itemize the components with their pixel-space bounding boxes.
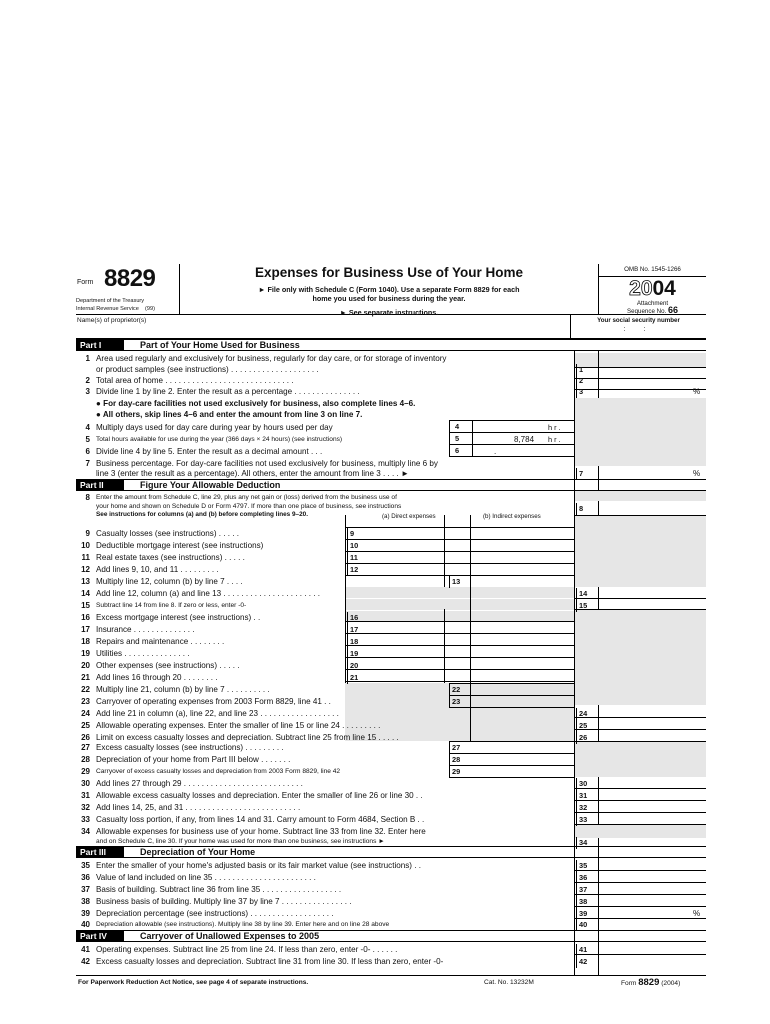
rule-col-11 (345, 551, 574, 552)
line-20-box: 20 (347, 660, 358, 672)
ssn-separators: : : (623, 326, 654, 333)
line-34-box: 34 (576, 837, 587, 849)
line-12-text: Add lines 9, 10, and 11 . . . . . . . . . (96, 565, 219, 574)
shade-lines-bullets (575, 398, 706, 466)
line-33-box: 33 (576, 814, 587, 826)
part-1-bar (76, 339, 706, 351)
line-37-text: Basis of building. Subtract line 36 from line 35 . . . . . . . . . . . . . . . . . . (96, 885, 342, 894)
shade-line14-cols (345, 599, 574, 610)
line-32-box: 32 (576, 802, 587, 814)
line-42-box: 42 (576, 956, 587, 968)
part-2-bar (76, 479, 706, 491)
line-14-text: Add line 12, column (a) and line 13 . . . . . . . . . . . . . . . . . . . . . . (96, 589, 321, 598)
rule-25 (575, 729, 706, 730)
line-41-box: 41 (576, 944, 587, 956)
line-40-box: 40 (576, 919, 587, 931)
rule-22-bot (449, 695, 575, 696)
rule-37 (575, 894, 706, 895)
line-39-percent: % (693, 909, 701, 918)
line-8-box: 8 (576, 503, 583, 515)
line-28-box: 28 (449, 754, 460, 766)
omb-block (598, 264, 706, 315)
line-29-text: Carryover of excess casualty losses and depreciation from 2003 Form 8829, line 42 (96, 768, 341, 775)
part-2-tag: Part II (76, 480, 124, 491)
ssn-field[interactable] (570, 315, 706, 339)
line-3-text: Divide line 1 by line 2. Enter the result as a percentage . . . . . . . . . . . . . . . (96, 387, 360, 396)
instruction-line2: ► See separate instructions. (339, 308, 439, 317)
rule-col-16 (345, 621, 574, 622)
rule-27-top (449, 741, 575, 742)
rule-39 (575, 918, 706, 919)
bullet-1-text: ● For day-care facilities not used exclusively for business, also complete lines 4–6. (96, 399, 416, 408)
line-35-text: Enter the smaller of your home's adjusted basis or its fair market value (see instructions) . . (96, 861, 421, 870)
shade-lines27-29 (575, 741, 706, 777)
line-42-text: Excess casualty losses and depreciation. Subtract line 31 from line 30. If less than zero, enter -0- (96, 957, 444, 966)
line-23-text: Carryover of operating expenses from 2003 Form 8829, line 41 . . (96, 697, 331, 706)
year-outline: 20 (629, 277, 653, 300)
rule-box4-top (449, 420, 575, 421)
line-8-text-b: your home and shown on Schedule D or Form 4797. If more than one place of business, see instructions (96, 503, 402, 510)
rule-28-bot (449, 765, 575, 766)
tax-year (599, 279, 706, 299)
part-4-title: Carryover of Unallowed Expenses to 2005 (140, 931, 320, 941)
line-39-box: 39 (576, 908, 587, 920)
line-31-text: Allowable excess casualty losses and depreciation. Enter the smaller of line 26 or line 30 . . (96, 791, 423, 800)
line-32-text: Add lines 14, 25, and 31 . . . . . . . . . . . . . . . . . . . . . . . . . . (96, 803, 301, 812)
line-23-box: 23 (449, 696, 460, 708)
footer-form-word: Form (621, 980, 637, 987)
line-2-box: 2 (576, 375, 583, 387)
line-13-box: 13 (449, 576, 460, 588)
line-12-box: 12 (347, 564, 358, 576)
line-9-box: 9 (347, 528, 354, 540)
rule-col-18 (345, 645, 574, 646)
col-b-header: (b) Indirect expenses (483, 513, 541, 520)
line-6-decimal: . (494, 447, 497, 456)
line-17-box: 17 (347, 624, 358, 636)
line-38-text: Business basis of building. Multiply line 37 by line 7 . . . . . . . . . . . . . . . . (96, 897, 352, 906)
line-33-text: Casualty loss portion, if any, from lines 14 and 31. Carry amount to Form 4684, Section B . . (96, 815, 425, 824)
box4-6-left (449, 420, 450, 456)
year-solid: 04 (652, 277, 676, 300)
rule-col-17 (345, 633, 574, 634)
line-29-box: 29 (449, 766, 460, 778)
bullet-2-text: ● All others, skip lines 4–6 and enter the amount from line 3 on line 7. (96, 410, 363, 419)
line-1-text-b: or product samples (see instructions) . . . . . . . . . . . . . . . . . . . . (96, 365, 319, 374)
omb-number: OMB No. 1545-1266 (599, 266, 706, 277)
rule-col-9 (345, 527, 574, 528)
line-1-box: 1 (576, 364, 583, 376)
line-16-text: Excess mortgage interest (see instructions) . . (96, 613, 261, 622)
box4-6-mid (472, 420, 473, 456)
line-7-text-b: line 3 (enter the result as a percentage). All others, enter the amount from line 3 . . . . ► (96, 469, 410, 478)
line-7-text-a: Business percentage. For day-care facilities not used exclusively for business, multiply line 6 by (96, 459, 438, 468)
sequence-number: 66 (667, 305, 678, 316)
line-26-box: 26 (576, 732, 587, 744)
rule-38 (575, 906, 706, 907)
line-39-text: Depreciation percentage (see instructions) . . . . . . . . . . . . . . . . . . . (96, 909, 334, 918)
line-19-box: 19 (347, 648, 358, 660)
rule-3 (575, 389, 706, 390)
rule-41 (575, 954, 706, 955)
line-25-text: Allowable operating expenses. Enter the smaller of line 15 or line 24 . . . . . . . . . (96, 721, 381, 730)
shade-line13-cols (345, 587, 574, 598)
line-4-unit: h r . (548, 423, 561, 432)
shade-1-top-amt (599, 353, 706, 367)
instruction-line1: ► File only with Schedule C (Form 1040). Use a separate Form 8829 for each (258, 285, 520, 294)
rule-31 (575, 800, 706, 801)
line-36-box: 36 (576, 872, 587, 884)
department-block (76, 297, 155, 313)
rule-col-21 (345, 681, 574, 682)
line-25-box: 25 (576, 720, 587, 732)
line-41-text: Operating expenses. Subtract line 25 from line 24. If less than zero, enter -0- . . . . . . (96, 945, 398, 954)
line-18-box: 18 (347, 636, 358, 648)
dept-code: (99) (145, 306, 155, 312)
line-4-text: Multiply days used for day care during year by hours used per day (96, 423, 333, 432)
rule-32 (575, 812, 706, 813)
line-22-text: Multiply line 21, column (b) by line 7 . . . . . . . . . . (96, 685, 270, 694)
footer-form-number: 8829 (638, 977, 660, 988)
rule-26 (575, 741, 706, 742)
line-21-text: Add lines 16 through 20 . . . . . . . . (96, 673, 218, 682)
line-40-text: Depreciation allowable (see instructions). Multiply line 38 by line 39. Enter here and on line 28 above (96, 921, 390, 928)
footer-form-id (621, 977, 680, 988)
line-31-box: 31 (576, 790, 587, 802)
line-7-box: 7 (576, 468, 583, 480)
line-18-text: Repairs and maintenance . . . . . . . . (96, 637, 225, 646)
sequence-label: Sequence No. (627, 308, 667, 316)
line-27-box: 27 (449, 742, 460, 754)
shade-part2-top (575, 491, 706, 501)
line-19-text: Utilities . . . . . . . . . . . . . . . (96, 649, 190, 658)
names-row (76, 315, 706, 339)
see-instructions-text: See instructions for columns (a) and (b) before completing lines 9–20. (96, 511, 308, 518)
line-3-box: 3 (576, 386, 583, 398)
line-6-box: 6 (455, 446, 460, 455)
rule-col-10 (345, 539, 574, 540)
line-24-box: 24 (576, 708, 587, 720)
line-3-percent: % (693, 387, 701, 396)
line-17-text: Insurance . . . . . . . . . . . . . . (96, 625, 195, 634)
instruction-line1b: home you used for business during the year. (312, 294, 466, 303)
attachment-label: Attachment (636, 300, 669, 307)
form-number: 8829 (104, 265, 156, 292)
part-3-tag: Part III (76, 847, 124, 858)
line-34-text-a: Allowable expenses for business use of your home. Subtract line 33 from line 32. Enter here (96, 827, 426, 836)
rule-15 (575, 609, 706, 610)
part-2-title: Figure Your Allowable Deduction (140, 480, 281, 490)
rule-24 (575, 717, 706, 718)
line-15-text: Subtract line 14 from line 8. If zero or less, enter -0- (96, 602, 247, 609)
rule-col-19 (345, 657, 574, 658)
col-a-header: (a) Direct expenses (382, 513, 436, 520)
line-36-text: Value of land included on line 35 . . . . . . . . . . . . . . . . . . . . . . . (96, 873, 316, 882)
shade-line34 (575, 824, 706, 838)
shade-lines9-13 (575, 515, 706, 587)
line-5-unit: h r . (548, 435, 561, 444)
line-11-box: 11 (347, 552, 358, 564)
part-1-tag: Part I (76, 340, 124, 351)
rule-2 (575, 378, 706, 379)
line-10-box: 10 (347, 540, 358, 552)
footer-notice: For Paperwork Reduction Act Notice, see page 4 of separate instructions. (78, 979, 309, 986)
part-3-title: Depreciation of Your Home (140, 847, 256, 857)
dept-line2: Internal Revenue Service (76, 306, 139, 312)
line-24-text: Add line 21 in column (a), line 22, and line 23 . . . . . . . . . . . . . . . . . . (96, 709, 339, 718)
title-block (180, 264, 598, 317)
line-28-text: Depreciation of your home from Part III below . . . . . . . (96, 755, 291, 764)
line-10-text: Deductible mortgage interest (see instructions) (96, 541, 264, 550)
part-4-bar (76, 930, 706, 942)
rule-29-bot (449, 777, 575, 778)
rule-23-bot (449, 707, 575, 708)
line-11-text: Real estate taxes (see instructions) . . . . . (96, 553, 245, 562)
line-8-text-a: Enter the amount from Schedule C, line 29, plus any net gain or (loss) derived from the business use of (96, 494, 397, 501)
line-26-text: Limit on excess casualty losses and depreciation. Subtract line 25 from line 15 . . . . . (96, 733, 399, 742)
line-20-text: Other expenses (see instructions) . . . . . (96, 661, 240, 670)
line-5-box: 5 (455, 434, 460, 443)
line-5-value: 8,784 (514, 435, 535, 444)
line-30-text: Add lines 27 through 29 . . . . . . . . . . . . . . . . . . . . . . . . . . . (96, 779, 303, 788)
form-header (76, 264, 706, 315)
form-title: Expenses for Business Use of Your Home (254, 265, 524, 280)
line-6-text: Divide line 4 by line 5. Enter the result as a decimal amount . . . (96, 447, 323, 456)
line-34-text-b: and on Schedule C, line 30. If your home was used for more than one business, see instructions ► (96, 838, 385, 845)
line-30-box: 30 (576, 778, 587, 790)
line-13-text: Multiply line 12, column (b) by line 7 . . . . (96, 577, 243, 586)
form-footer (76, 975, 706, 988)
rule-30 (575, 788, 706, 789)
rule-8 (575, 515, 706, 516)
footer-year: (2004) (661, 980, 681, 987)
rule-14 (575, 598, 706, 599)
line-4-box: 4 (455, 422, 460, 431)
form-id-block (76, 264, 180, 315)
line-1-text-a: Area used regularly and exclusively for business, regularly for day care, or for storage of inventory (96, 354, 447, 363)
ssn-label: Your social security number (597, 317, 680, 324)
shade-lines16-23 (575, 609, 706, 705)
line-22-box: 22 (449, 684, 460, 696)
line-15-box: 15 (576, 600, 587, 612)
line-38-box: 38 (576, 896, 587, 908)
rule-27-bot (449, 753, 575, 754)
rule-1 (575, 367, 706, 368)
dept-line1: Department of the Treasury (76, 298, 145, 304)
part-3-bar (76, 846, 706, 858)
rule-36 (575, 882, 706, 883)
line-35-box: 35 (576, 860, 587, 872)
line-16-box: 16 (347, 612, 358, 624)
part-4-tag: Part IV (76, 931, 124, 942)
line-27-text: Excess casualty losses (see instructions) . . . . . . . . . (96, 743, 284, 752)
names-label: Name(s) of proprietor(s) (77, 317, 147, 324)
rule-col-20 (345, 669, 574, 670)
part-1-title: Part of Your Home Used for Business (140, 340, 300, 350)
line-37-box: 37 (576, 884, 587, 896)
rule-35 (575, 870, 706, 871)
line-9-text: Casualty losses (see instructions) . . . . . (96, 529, 240, 538)
rule-box6-bot (449, 456, 575, 457)
footer-cat-no: Cat. No. 13232M (484, 979, 534, 986)
line-5-text: Total hours available for use during the year (366 days × 24 hours) (see instructions) (96, 436, 343, 443)
rule-col-12 (345, 563, 574, 564)
line-21-box: 21 (347, 672, 358, 684)
shade-line15-cols (345, 611, 574, 621)
rule-33 (575, 824, 706, 825)
line-14-box: 14 (576, 588, 587, 600)
line-2-text: Total area of home . . . . . . . . . . . . . . . . . . . . . . . . . . . . . (96, 376, 294, 385)
rule-22-top (449, 683, 575, 684)
line-7-percent: % (693, 469, 701, 478)
form-word: Form (77, 279, 94, 286)
